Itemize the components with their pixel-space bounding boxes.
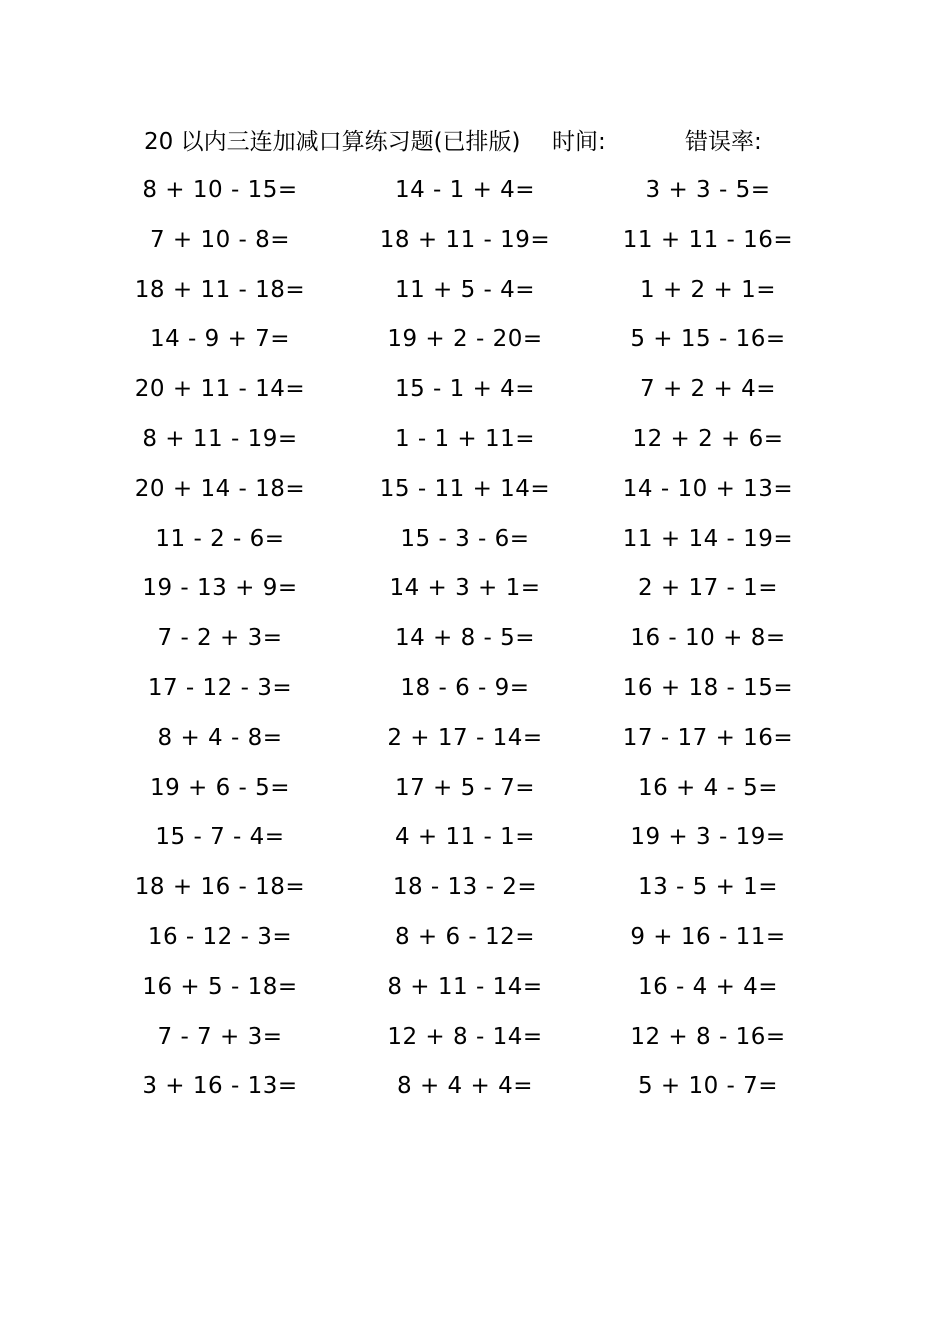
problem-item: 16 - 10 + 8= xyxy=(630,625,786,652)
problem-item: 16 - 4 + 4= xyxy=(637,973,779,1000)
problem-item: 14 - 10 + 13= xyxy=(622,475,794,502)
problem-row xyxy=(0,170,950,220)
problem-row xyxy=(0,1066,950,1116)
problem-item: 3 + 16 - 13= xyxy=(142,1073,298,1100)
problem-item: 20 + 11 - 14= xyxy=(134,376,306,403)
problem-item: 11 + 14 - 19= xyxy=(622,525,794,552)
problem-row xyxy=(0,967,950,1017)
problem-item: 12 + 2 + 6= xyxy=(632,425,784,452)
problem-item: 1 + 2 + 1= xyxy=(640,276,776,303)
problem-row xyxy=(0,1017,950,1067)
problem-item: 19 + 3 - 19= xyxy=(630,824,786,851)
problem-item: 9 + 16 - 11= xyxy=(630,923,786,950)
problem-item: 12 + 8 - 16= xyxy=(630,1023,786,1050)
problem-item: 17 + 5 - 7= xyxy=(394,774,536,801)
problem-item: 16 - 12 - 3= xyxy=(147,923,293,950)
problem-item: 8 + 11 - 14= xyxy=(387,973,543,1000)
problem-item: 18 + 16 - 18= xyxy=(134,874,306,901)
problem-item: 14 - 1 + 4= xyxy=(394,177,536,203)
problem-item: 8 + 11 - 19= xyxy=(142,425,298,452)
problem-item: 18 - 6 - 9= xyxy=(400,674,530,701)
problem-item: 16 + 5 - 18= xyxy=(142,973,298,1000)
problem-row xyxy=(0,369,950,419)
problem-row xyxy=(0,618,950,668)
problem-item: 14 + 8 - 5= xyxy=(394,625,536,652)
problem-item: 18 - 13 - 2= xyxy=(392,874,538,901)
problem-item: 8 + 10 - 15= xyxy=(142,177,298,203)
problem-row xyxy=(0,319,950,369)
problem-item: 12 + 8 - 14= xyxy=(387,1023,543,1050)
problem-row xyxy=(0,469,950,519)
problem-grid xyxy=(0,170,950,1116)
problem-item: 3 + 3 - 5= xyxy=(645,177,771,203)
problem-item: 2 + 17 - 1= xyxy=(637,575,779,602)
problem-item: 15 - 11 + 14= xyxy=(379,475,551,502)
problem-item: 5 + 10 - 7= xyxy=(637,1073,779,1100)
problem-item: 17 - 17 + 16= xyxy=(622,724,794,751)
problem-item: 8 + 6 - 12= xyxy=(394,923,536,950)
problem-item: 19 + 6 - 5= xyxy=(149,774,291,801)
problem-item: 16 + 4 - 5= xyxy=(637,774,779,801)
problem-item: 18 + 11 - 18= xyxy=(134,276,306,303)
problem-item: 18 + 11 - 19= xyxy=(379,226,551,253)
problem-item: 14 - 9 + 7= xyxy=(149,326,291,353)
problem-item: 11 + 11 - 16= xyxy=(622,226,794,253)
problem-item: 11 + 5 - 4= xyxy=(394,276,536,303)
worksheet-header xyxy=(0,122,950,162)
problem-item: 14 + 3 + 1= xyxy=(389,575,541,602)
problem-row xyxy=(0,768,950,818)
problem-item: 15 - 1 + 4= xyxy=(394,376,536,403)
problem-item: 19 - 13 + 9= xyxy=(142,575,298,602)
problem-row xyxy=(0,419,950,469)
problem-item: 1 - 1 + 11= xyxy=(394,425,536,452)
problem-row xyxy=(0,270,950,320)
worksheet-title: 20 以内三连加减口算练习题(已排版) xyxy=(144,129,521,155)
problem-row xyxy=(0,917,950,967)
problem-item: 15 - 7 - 4= xyxy=(155,824,285,851)
problem-item: 8 + 4 - 8= xyxy=(157,724,283,751)
problem-item: 4 + 11 - 1= xyxy=(394,824,536,851)
problem-item: 11 - 2 - 6= xyxy=(155,525,285,552)
problem-item: 7 - 2 + 3= xyxy=(157,625,283,652)
problem-row xyxy=(0,568,950,618)
problem-item: 16 + 18 - 15= xyxy=(622,674,794,701)
problem-item: 17 - 12 - 3= xyxy=(147,674,293,701)
problem-row xyxy=(0,220,950,270)
problem-item: 7 - 7 + 3= xyxy=(157,1023,283,1050)
problem-item: 7 + 2 + 4= xyxy=(640,376,776,403)
problem-row xyxy=(0,718,950,768)
problem-item: 20 + 14 - 18= xyxy=(134,475,306,502)
problem-item: 19 + 2 - 20= xyxy=(387,326,543,353)
error-rate-label: 错误率: xyxy=(685,129,762,155)
problem-item: 8 + 4 + 4= xyxy=(397,1073,533,1100)
problem-item: 7 + 10 - 8= xyxy=(149,226,291,253)
problem-item: 15 - 3 - 6= xyxy=(400,525,530,552)
problem-item: 2 + 17 - 14= xyxy=(387,724,543,751)
problem-row xyxy=(0,867,950,917)
problem-row xyxy=(0,668,950,718)
time-label: 时间: xyxy=(552,129,606,155)
problem-row xyxy=(0,817,950,867)
problem-item: 5 + 15 - 16= xyxy=(630,326,786,353)
problem-row xyxy=(0,519,950,569)
problem-item: 13 - 5 + 1= xyxy=(637,874,779,901)
